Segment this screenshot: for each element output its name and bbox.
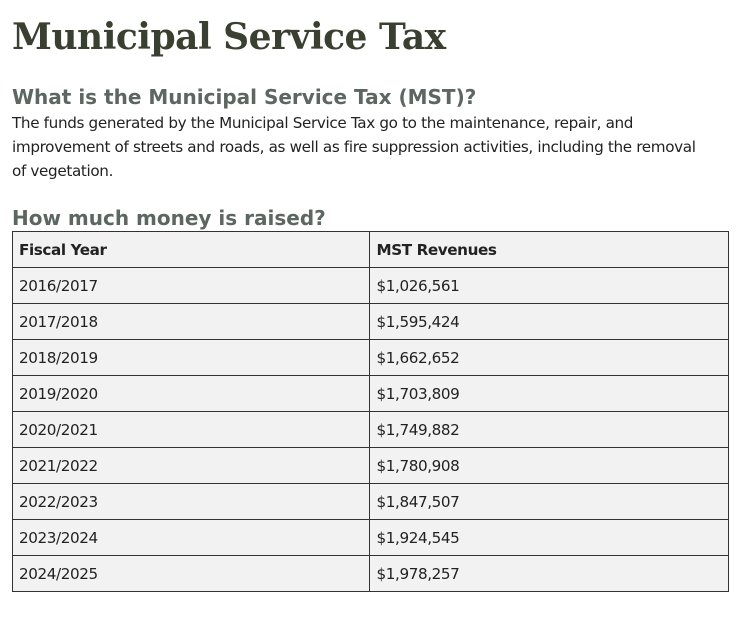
fiscal-year-cell: 2021/2022	[13, 448, 370, 484]
page-title: Municipal Service Tax	[12, 16, 446, 58]
revenue-cell: $1,847,507	[370, 484, 729, 520]
revenue-cell: $1,780,908	[370, 448, 729, 484]
revenue-cell: $1,749,882	[370, 412, 729, 448]
section-heading-money-raised: How much money is raised?	[12, 206, 326, 230]
fiscal-year-cell: 2024/2025	[13, 556, 370, 592]
table-row	[13, 448, 729, 484]
table-row	[13, 556, 729, 592]
table-row	[13, 340, 729, 376]
revenue-table	[12, 231, 729, 592]
revenue-cell: $1,703,809	[370, 376, 729, 412]
fiscal-year-cell: 2019/2020	[13, 376, 370, 412]
table-header-row	[13, 232, 729, 268]
revenue-cell: $1,026,561	[370, 268, 729, 304]
fiscal-year-cell: 2022/2023	[13, 484, 370, 520]
revenue-cell: $1,978,257	[370, 556, 729, 592]
table-row	[13, 376, 729, 412]
revenue-cell: $1,595,424	[370, 304, 729, 340]
mst-description: The funds generated by the Municipal Service Tax go to the maintenance, repair, and improvement of streets and roads, as well as fire suppression activities, including the removal of vegetation.	[12, 114, 696, 180]
table-row	[13, 268, 729, 304]
table-row	[13, 304, 729, 340]
fiscal-year-cell: 2023/2024	[13, 520, 370, 556]
table-row	[13, 412, 729, 448]
fiscal-year-cell: 2018/2019	[13, 340, 370, 376]
table-row	[13, 520, 729, 556]
fiscal-year-cell: 2017/2018	[13, 304, 370, 340]
table-row	[13, 484, 729, 520]
section-heading-what-is-mst: What is the Municipal Service Tax (MST)?	[12, 85, 477, 109]
revenue-cell: $1,924,545	[370, 520, 729, 556]
revenue-cell: $1,662,652	[370, 340, 729, 376]
column-header-fiscal-year: Fiscal Year	[13, 232, 370, 268]
fiscal-year-cell: 2020/2021	[13, 412, 370, 448]
fiscal-year-cell: 2016/2017	[13, 268, 370, 304]
column-header-mst-revenues: MST Revenues	[370, 232, 729, 268]
